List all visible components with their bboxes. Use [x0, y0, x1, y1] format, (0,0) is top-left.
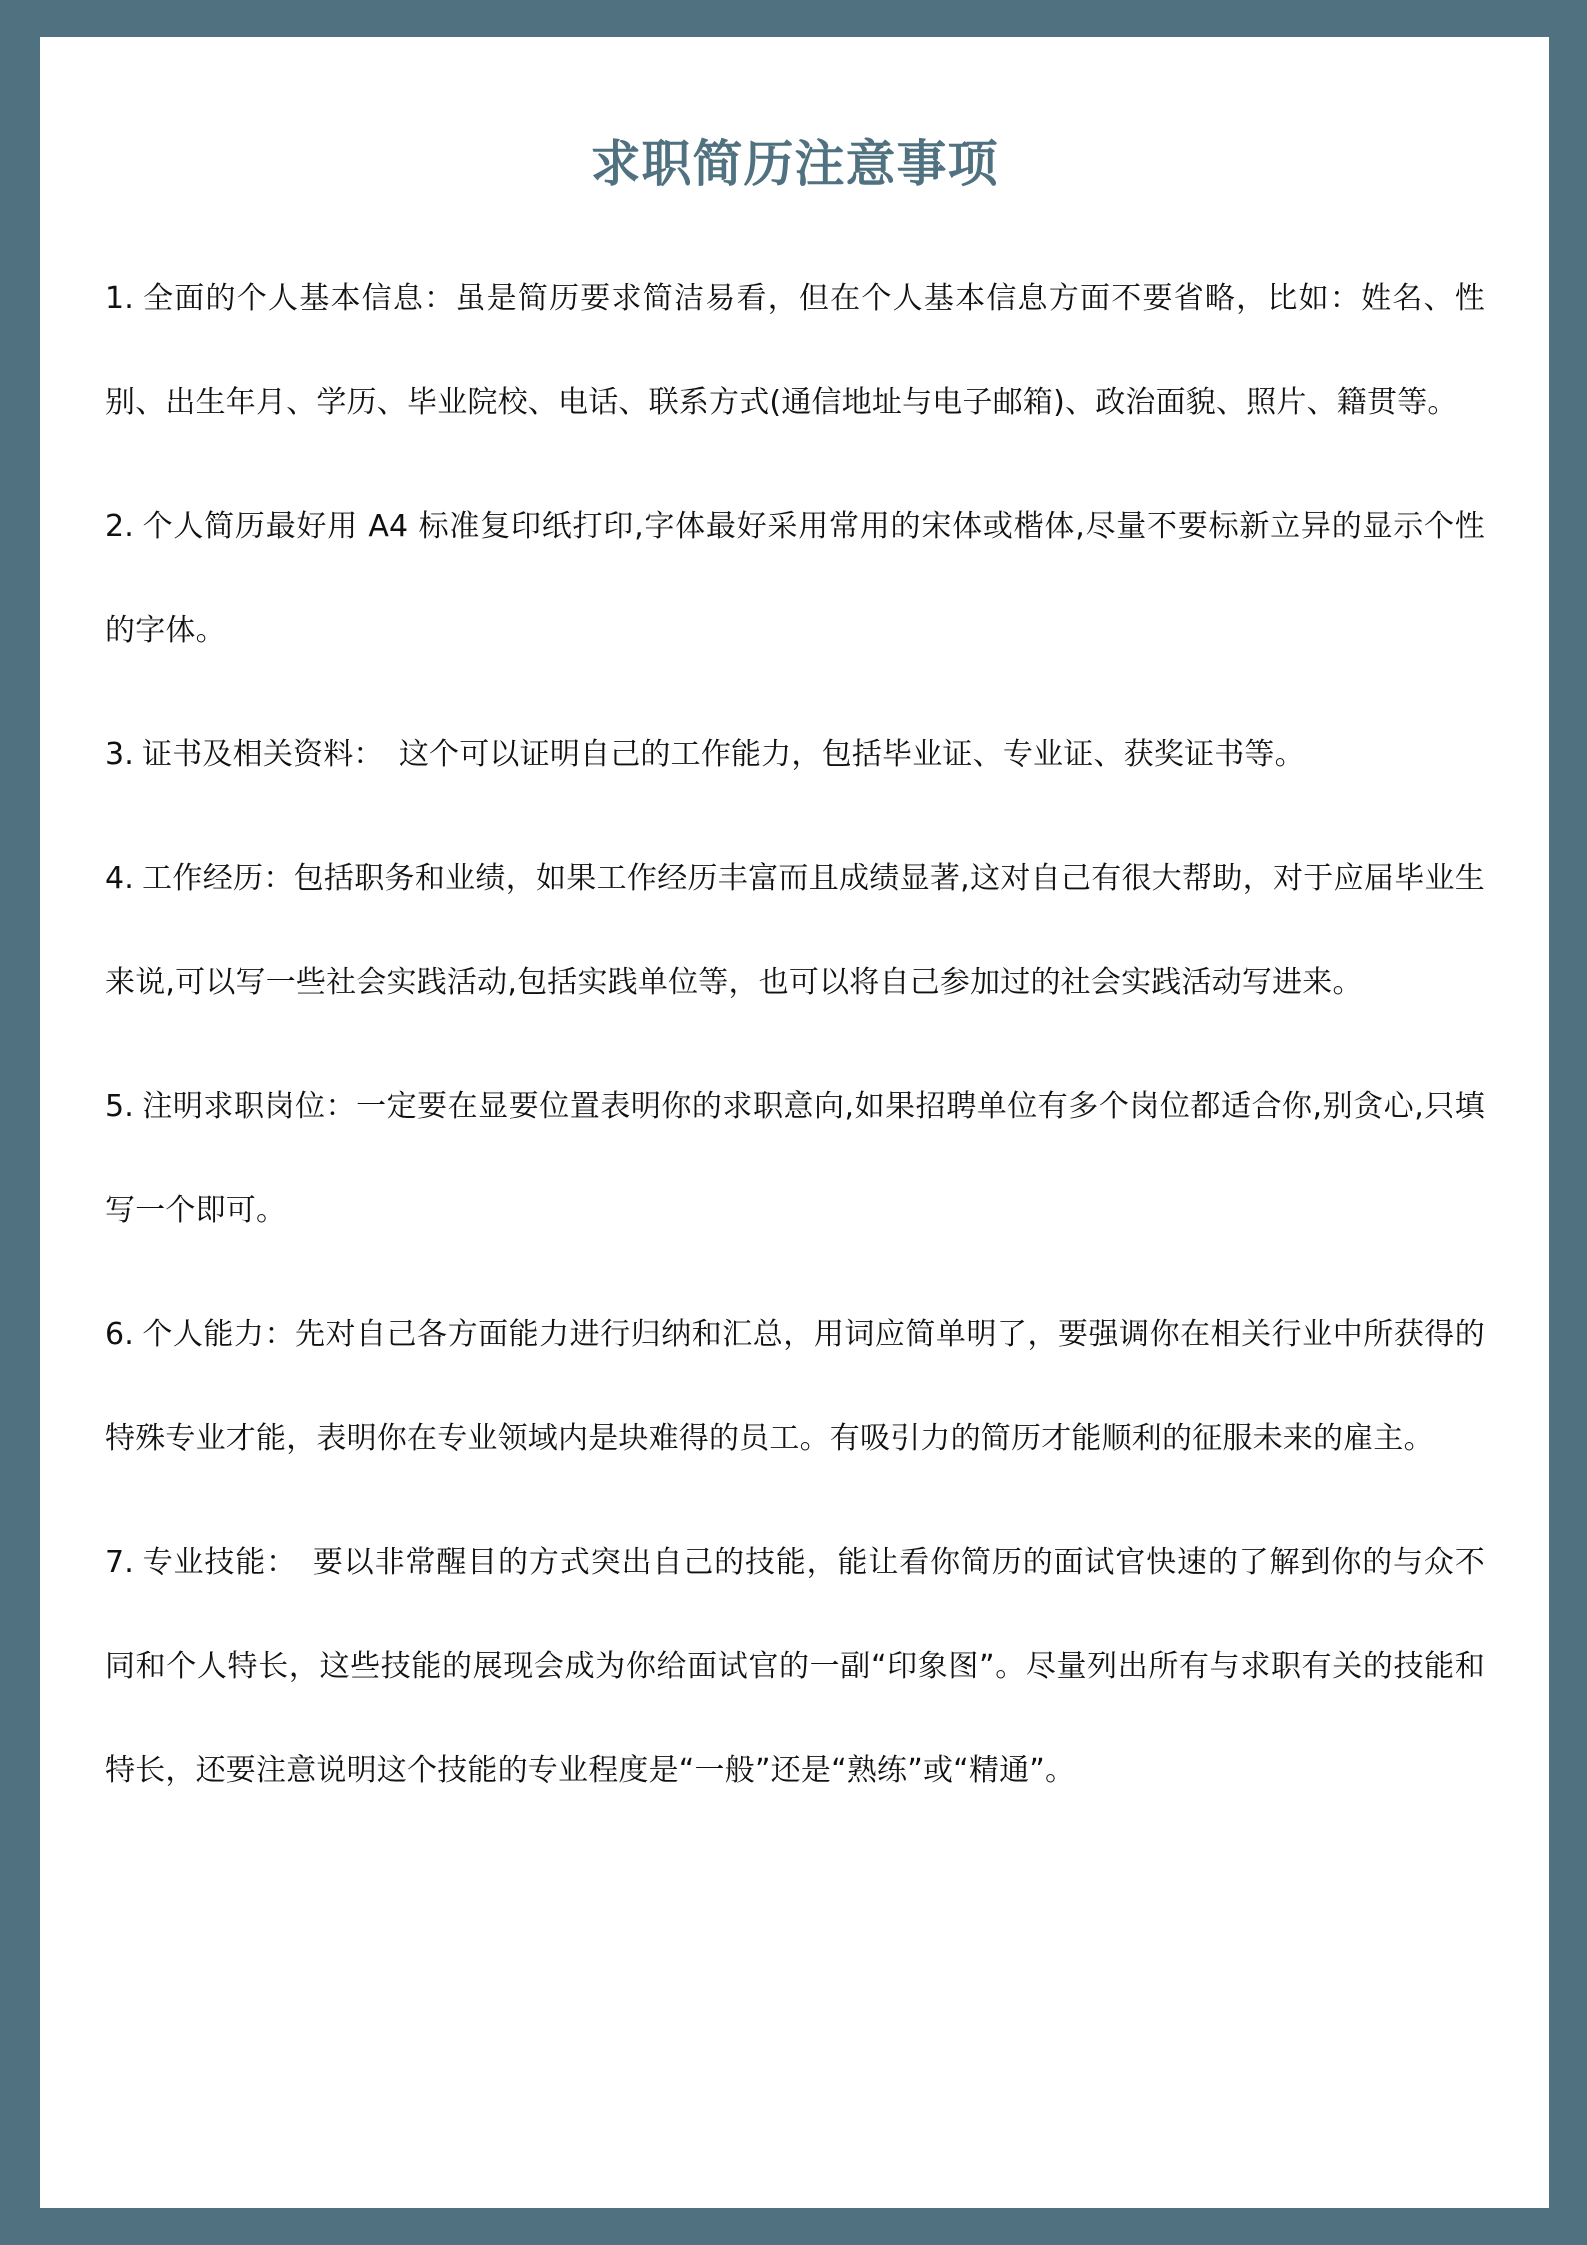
- notes-list: [105, 247, 1485, 1843]
- note-item-4: [105, 827, 1485, 1035]
- note-text: 个人简历最好用 A4 标准复印纸打印,字体最好采用常用的宋体或楷体,尽量不要标新立异的显示个性的字体。: [105, 509, 1485, 648]
- note-item-2: [105, 475, 1485, 683]
- note-text: 注明求职岗位：一定要在显要位置表明你的求职意向,如果招聘单位有多个岗位都适合你,别贪心,只填写一个即可。: [105, 1089, 1485, 1228]
- note-text: 证书及相关资料： 这个可以证明自己的工作能力，包括毕业证、专业证、获奖证书等。: [142, 737, 1305, 772]
- note-text: 专业技能： 要以非常醒目的方式突出自己的技能，能让看你简历的面试官快速的了解到你的与众不同和个人特长，这些技能的展现会成为你给面试官的一副“印象图”。尽量列出所有与求职有关的技能和特长，还要注意说明这个技能的专业程度是“一般”还是“熟练”或“精通”。: [105, 1545, 1485, 1788]
- note-number: 4.: [105, 861, 135, 896]
- note-number: 6.: [105, 1317, 135, 1352]
- note-number: 5.: [105, 1089, 135, 1124]
- note-text: 全面的个人基本信息：虽是简历要求简洁易看，但在个人基本信息方面不要省略，比如：姓名、性别、出生年月、学历、毕业院校、电话、联系方式(通信地址与电子邮箱)、政治面貌、照片、籍贯等。: [105, 281, 1485, 420]
- note-item-6: [105, 1283, 1485, 1491]
- document-title: 求职简历注意事项: [590, 135, 999, 193]
- note-item-1: [105, 247, 1485, 455]
- note-number: 3.: [105, 737, 135, 772]
- note-number: 2.: [105, 509, 135, 544]
- note-number: 7.: [105, 1545, 135, 1580]
- document-page: [40, 37, 1549, 2208]
- note-number: 1.: [105, 281, 135, 316]
- note-item-3: [105, 703, 1485, 807]
- note-item-7: [105, 1511, 1485, 1823]
- note-item-5: [105, 1055, 1485, 1263]
- note-text: 个人能力：先对自己各方面能力进行归纳和汇总，用词应简单明了，要强调你在相关行业中所获得的特殊专业才能，表明你在专业领域内是块难得的员工。有吸引力的简历才能顺利的征服未来的雇主。: [105, 1317, 1485, 1456]
- note-text: 工作经历：包括职务和业绩，如果工作经历丰富而且成绩显著,这对自己有很大帮助，对于应届毕业生来说,可以写一些社会实践活动,包括实践单位等，也可以将自己参加过的社会实践活动写进来。: [105, 861, 1485, 1000]
